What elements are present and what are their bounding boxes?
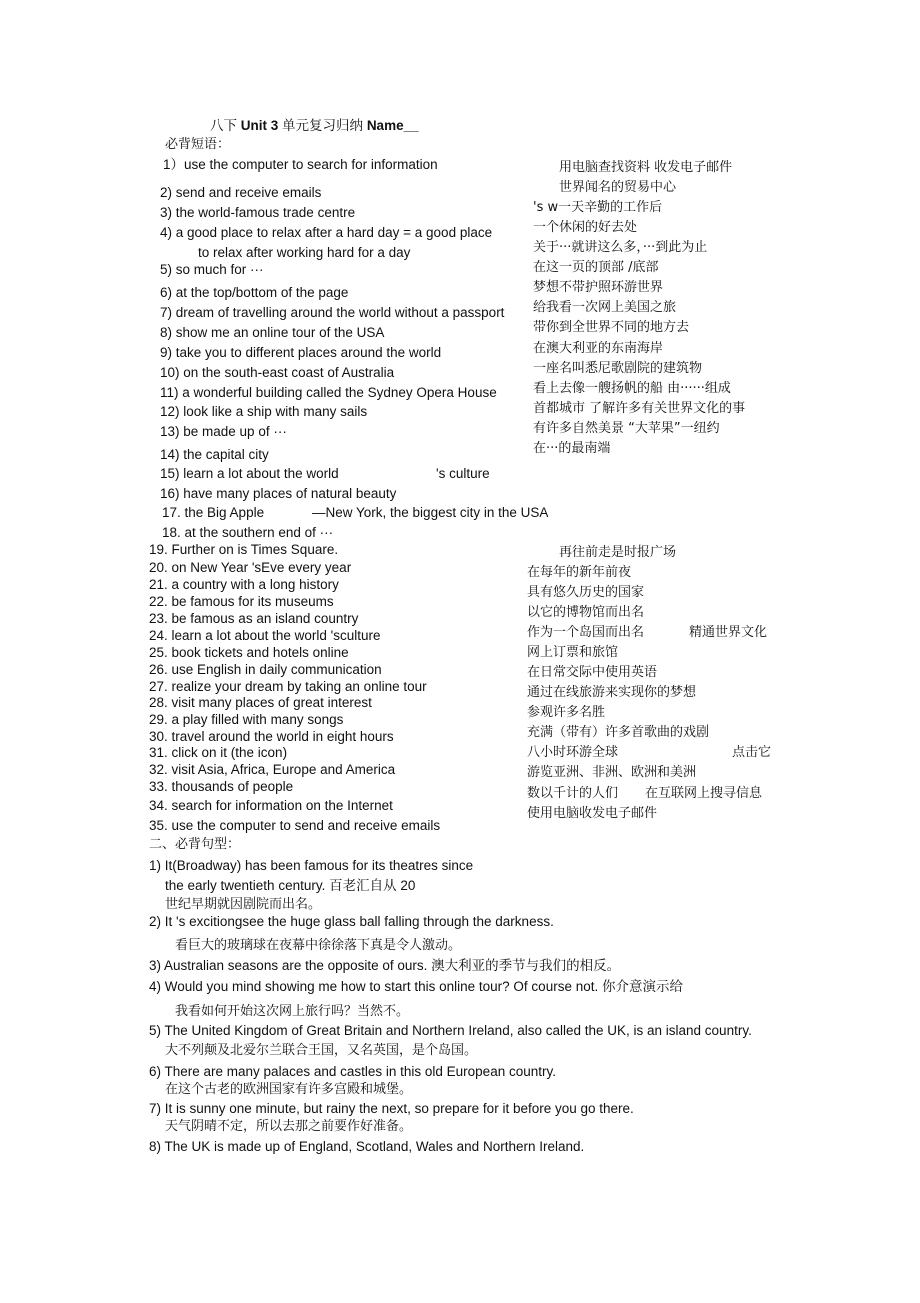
translation-10: 在澳大利亚的东南海岸 xyxy=(533,341,664,356)
sentence-1-zh: 世纪早期就因剧院而出名。 xyxy=(165,897,322,912)
phrase-15: 15) learn a lot about the world xyxy=(160,466,339,481)
translation-18: 具有悠久历史的国家 xyxy=(527,585,645,600)
title-prefix: 八下 xyxy=(210,118,237,133)
phrase-3: 3) the world-famous trade centre xyxy=(160,205,356,220)
translation-26: 八小时环游全球 xyxy=(527,745,619,760)
translation-20b: 精通世界文化 xyxy=(689,625,768,640)
sentence-4: 4) Would you mind showing me how to start this online tour? Of course not. 你介意演示给 xyxy=(149,979,683,994)
title-unit: Unit 3 xyxy=(240,118,279,133)
sentence-2-zh: 看巨大的玻璃球在夜幕中徐徐落下真是令人激动。 xyxy=(175,938,462,953)
phrase-7: 7) dream of travelling around the world without a passport xyxy=(160,305,505,320)
phrase-28: 28. visit many places of great interest xyxy=(149,695,372,710)
phrase-15-tail: 's culture xyxy=(436,466,490,481)
phrase-11: 11) a wonderful building called the Sydney Opera House xyxy=(160,385,497,400)
phrase-26: 26. use English in daily communication xyxy=(149,662,382,677)
translation-16: 再往前走是时报广场 xyxy=(559,545,677,560)
phrase-4-cont: to relax after working hard for a day xyxy=(198,245,411,260)
phrase-6: 6) at the top/bottom of the page xyxy=(160,285,349,300)
phrase-25: 25. book tickets and hotels online xyxy=(149,645,349,660)
phrase-14: 14) the capital city xyxy=(160,447,269,462)
phrase-31: 31. click on it (the icon) xyxy=(149,745,288,760)
phrase-4: 4) a good place to relax after a hard day = a good place xyxy=(160,225,493,240)
translation-2: 世界闻名的贸易中心 xyxy=(559,180,677,195)
sentence-3: 3) Australian seasons are the opposite of ours. 澳大利亚的季节与我们的相反。 xyxy=(149,958,621,973)
phrase-32: 32. visit Asia, Africa, Europe and America xyxy=(149,762,396,777)
phrase-2: 2) send and receive emails xyxy=(160,185,322,200)
sentence-1: 1) It(Broadway) has been famous for its theatres since xyxy=(149,858,474,873)
sentence-4-zh: 我看如何开始这次网上旅行吗？当然不。 xyxy=(175,1004,410,1019)
sentence-2: 2) It 's excitiongsee the huge glass ball falling through the darkness. xyxy=(149,914,554,929)
phrase-12: 12) look like a ship with many sails xyxy=(160,404,368,419)
phrase-27: 27. realize your dream by taking an online tour xyxy=(149,679,427,694)
translation-27: 游览亚洲、非洲、欧洲和美洲 xyxy=(527,765,697,780)
translation-21: 网上订票和旅馆 xyxy=(527,645,619,660)
section1-heading: 必背短语： xyxy=(165,137,231,152)
phrase-33: 33. thousands of people xyxy=(149,779,294,794)
translation-1: 用电脑查找资料 收发电子邮件 xyxy=(559,160,733,175)
section2-heading: 二、必背句型： xyxy=(149,837,241,852)
phrase-24: 24. learn a lot about the world 'sculture xyxy=(149,628,381,643)
phrase-35: 35. use the computer to send and receive emails xyxy=(149,818,441,833)
phrase-8: 8) show me an online tour of the USA xyxy=(160,325,385,340)
phrase-13: 13) be made up of ··· xyxy=(160,424,287,439)
translation-5: 关于···就讲这么多，···到此为止 xyxy=(533,240,708,255)
sentence-7: 7) It is sunny one minute, but rainy the next, so prepare for it before you go there. xyxy=(149,1101,634,1116)
sentence-5-zh: 大不列颠及北爱尔兰联合王国，又名英国，是个岛国。 xyxy=(165,1043,478,1058)
sentence-5: 5) The United Kingdom of Great Britain and Northern Ireland, also called the UK, is an island country. xyxy=(149,1023,752,1038)
translation-28: 数以千计的人们 xyxy=(527,786,619,801)
sentence-1-cont: the early twentieth century. 百老汇自从 20 xyxy=(165,878,416,893)
phrase-29: 29. a play filled with many songs xyxy=(149,712,344,727)
phrase-19: 19. Further on is Times Square. xyxy=(149,542,339,557)
translation-29: 使用电脑收发电子邮件 xyxy=(527,806,658,821)
phrase-5: 5) so much for ··· xyxy=(160,262,264,277)
translation-6: 在这一页的顶部 /底部 xyxy=(533,260,659,275)
title-name: Name__ xyxy=(366,118,419,133)
translation-3: 's w一天辛勤的工作后 xyxy=(533,200,663,215)
phrase-21: 21. a country with a long history xyxy=(149,577,339,592)
translation-15: 在···的最南端 xyxy=(533,441,611,456)
phrase-16: 16) have many places of natural beauty xyxy=(160,486,397,501)
translation-14: 有许多自然美景 “大苹果”一纽约 xyxy=(533,421,720,436)
phrase-1: 1）use the computer to search for information xyxy=(163,157,438,172)
translation-26b: 点击它 xyxy=(732,745,772,760)
translation-12: 看上去像一艘扬帆的船 由······组成 xyxy=(533,381,731,396)
translation-28b: 在互联网上搜寻信息 xyxy=(645,786,763,801)
translation-4: 一个休闲的好去处 xyxy=(533,220,638,235)
phrase-18: 18. at the southern end of ··· xyxy=(162,525,334,540)
translation-22: 在日常交际中使用英语 xyxy=(527,665,658,680)
translation-23: 通过在线旅游来实现你的梦想 xyxy=(527,685,697,700)
page-title xyxy=(210,118,419,134)
phrase-17-tail: —New York, the biggest city in the USA xyxy=(312,505,549,520)
sentence-7-zh: 天气阴晴不定，所以去那之前要作好准备。 xyxy=(165,1119,413,1134)
sentence-6-zh: 在这个古老的欧洲国家有许多宫殿和城堡。 xyxy=(165,1082,413,1097)
phrase-30: 30. travel around the world in eight hours xyxy=(149,729,394,744)
translation-7: 梦想不带护照环游世界 xyxy=(533,280,664,295)
phrase-23: 23. be famous as an island country xyxy=(149,611,359,626)
sentence-6: 6) There are many palaces and castles in this old European country. xyxy=(149,1064,556,1079)
phrase-10: 10) on the south-east coast of Australia xyxy=(160,365,395,380)
translation-24: 参观许多名胜 xyxy=(527,705,606,720)
translation-20: 作为一个岛国而出名 xyxy=(527,625,645,640)
phrase-22: 22. be famous for its museums xyxy=(149,594,334,609)
phrase-9: 9) take you to different places around the world xyxy=(160,345,442,360)
sentence-8: 8) The UK is made up of England, Scotland, Wales and Northern Ireland. xyxy=(149,1139,585,1154)
translation-8: 给我看一次网上美国之旅 xyxy=(533,300,677,315)
translation-11: 一座名叫悉尼歌剧院的建筑物 xyxy=(533,361,703,376)
translation-9: 带你到全世界不同的地方去 xyxy=(533,320,690,335)
translation-19: 以它的博物馆而出名 xyxy=(527,605,645,620)
phrase-20: 20. on New Year 'sEve every year xyxy=(149,560,352,575)
translation-13: 首都城市 了解许多有关世界文化的事 xyxy=(533,401,746,416)
translation-17: 在每年的新年前夜 xyxy=(527,565,632,580)
phrase-17: 17. the Big Apple xyxy=(162,505,265,520)
translation-25: 充满（带有）许多首歌曲的戏剧 xyxy=(527,725,710,740)
title-middle: 单元复习归纳 xyxy=(282,118,364,133)
phrase-34: 34. search for information on the Internet xyxy=(149,798,393,813)
